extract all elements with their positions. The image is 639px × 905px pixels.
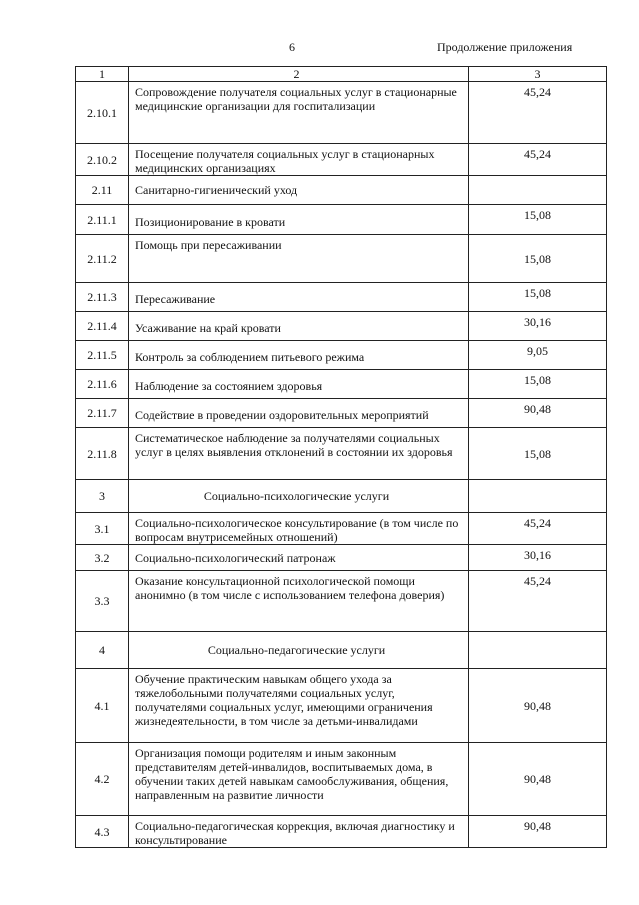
table-header-row	[76, 67, 607, 82]
row-code: 2.11.5	[76, 341, 129, 370]
table-row	[76, 82, 607, 144]
row-price: 15,08	[469, 205, 607, 235]
row-code: 4.1	[76, 669, 129, 743]
row-price: 45,24	[469, 82, 607, 144]
table-row	[76, 428, 607, 480]
table-row	[76, 312, 607, 341]
row-code: 3.2	[76, 545, 129, 571]
table-row	[76, 571, 607, 632]
table-row	[76, 205, 607, 235]
table-row	[76, 743, 607, 816]
row-price: 15,08	[469, 283, 607, 312]
row-service-name: Санитарно-гигиенический уход	[129, 176, 469, 205]
table-row	[76, 513, 607, 545]
section-title: Социально-педагогические услуги	[129, 632, 469, 669]
section-row	[76, 632, 607, 669]
row-price: 15,08	[469, 370, 607, 399]
row-price: 45,24	[469, 144, 607, 176]
row-code: 2.11.4	[76, 312, 129, 341]
row-code: 2.11.2	[76, 235, 129, 283]
row-price	[469, 632, 607, 669]
table-row	[76, 235, 607, 283]
row-code: 2.11.7	[76, 399, 129, 428]
row-service-name: Содействие в проведении оздоровительных мероприятий	[129, 399, 469, 428]
row-code: 2.11.3	[76, 283, 129, 312]
row-service-name: Социально-педагогическая коррекция, включая диагностику и консультирование	[129, 816, 469, 848]
page-number: 6	[289, 40, 295, 54]
row-code: 2.10.2	[76, 144, 129, 176]
row-price: 90,48	[469, 669, 607, 743]
row-service-name: Оказание консультационной психологической помощи анонимно (в том числе с использованием телефона доверия)	[129, 571, 469, 632]
row-code: 4.2	[76, 743, 129, 816]
row-service-name: Сопровождение получателя социальных услуг в стационарные медицинские организации для госпитализации	[129, 82, 469, 144]
section-title: Социально-психологические услуги	[129, 480, 469, 513]
services-table	[75, 66, 607, 848]
row-price: 90,48	[469, 399, 607, 428]
column-header-price: 3	[469, 67, 607, 82]
page-header	[0, 0, 639, 60]
row-price	[469, 176, 607, 205]
row-service-name: Организация помощи родителям и иным законным представителям детей-инвалидов, воспитываемых дома, в обучении таких детей навыкам самообслуживания, общения, направленным на развитие личности	[129, 743, 469, 816]
table-row	[76, 176, 607, 205]
row-price: 45,24	[469, 513, 607, 545]
section-code: 3	[76, 480, 129, 513]
row-service-name: Социально-психологическое консультирование (в том числе по вопросам внутрисемейных отношений)	[129, 513, 469, 545]
row-price: 90,48	[469, 743, 607, 816]
table-row	[76, 399, 607, 428]
row-price	[469, 480, 607, 513]
row-code: 2.11.1	[76, 205, 129, 235]
table-row	[76, 341, 607, 370]
row-price: 45,24	[469, 571, 607, 632]
row-code: 2.11.6	[76, 370, 129, 399]
row-service-name: Посещение получателя социальных услуг в стационарных медицинских организациях	[129, 144, 469, 176]
row-price: 30,16	[469, 545, 607, 571]
row-code: 3.1	[76, 513, 129, 545]
row-price: 90,48	[469, 816, 607, 848]
table-row	[76, 669, 607, 743]
continuation-label: Продолжение приложения	[437, 40, 573, 54]
row-code: 3.3	[76, 571, 129, 632]
column-header-service: 2	[129, 67, 469, 82]
row-code: 4.3	[76, 816, 129, 848]
row-service-name: Усаживание на край кровати	[129, 312, 469, 341]
row-price: 30,16	[469, 312, 607, 341]
table-row	[76, 283, 607, 312]
row-service-name: Систематическое наблюдение за получателями социальных услуг в целях выявления отклонений в состоянии их здоровья	[129, 428, 469, 480]
row-code: 2.10.1	[76, 82, 129, 144]
row-price: 15,08	[469, 428, 607, 480]
row-service-name: Помощь при пересаживании	[129, 235, 469, 283]
section-row	[76, 480, 607, 513]
table-row	[76, 370, 607, 399]
row-service-name: Социально-психологический патронаж	[129, 545, 469, 571]
column-header-number: 1	[76, 67, 129, 82]
row-service-name: Позиционирование в кровати	[129, 205, 469, 235]
row-code: 2.11.8	[76, 428, 129, 480]
row-service-name: Наблюдение за состоянием здоровья	[129, 370, 469, 399]
table-row	[76, 816, 607, 848]
row-service-name: Пересаживание	[129, 283, 469, 312]
table-row	[76, 144, 607, 176]
table-row	[76, 545, 607, 571]
row-price: 9,05	[469, 341, 607, 370]
row-service-name: Контроль за соблюдением питьевого режима	[129, 341, 469, 370]
row-price: 15,08	[469, 235, 607, 283]
row-code: 2.11	[76, 176, 129, 205]
section-code: 4	[76, 632, 129, 669]
row-service-name: Обучение практическим навыкам общего ухода за тяжелобольными получателями социальных услуг, получателями социальных услуг, имеющими ограничения жизнедеятельности, в том числе за детьми-инвалидами	[129, 669, 469, 743]
